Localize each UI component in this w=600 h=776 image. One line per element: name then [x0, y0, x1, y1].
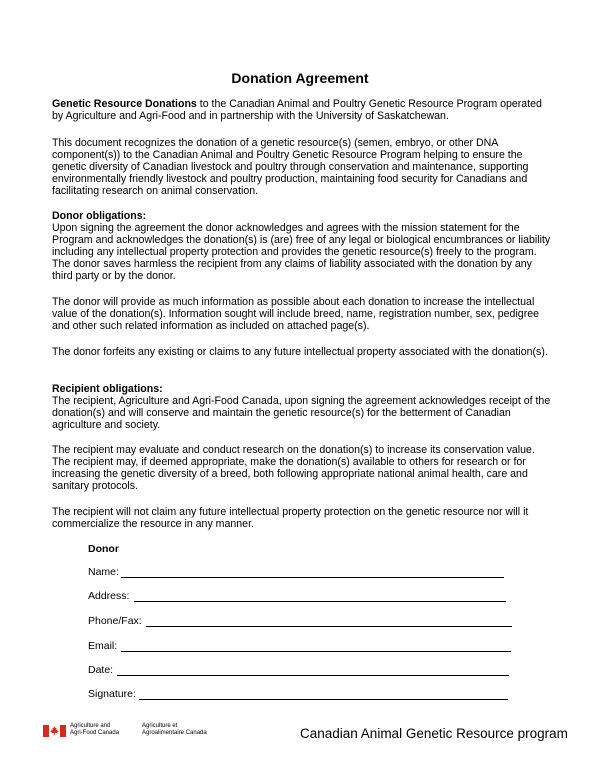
purpose-text: This document recognizes the donation of a genetic resource(s) (semen, embryo, or other DNA component(s)) to the Canadian Animal and Poultry Genetic Resource Program helping to ensure the genetic diversity of Canadian livestock and poultry through conservation and maintenance, supporting environmentally friendly livestock and poultry production, maintaining food security for Canadians and facilitating research on animal conservation.: [52, 137, 529, 198]
recipient-obligations-p2: The recipient may evaluate and conduct research on the donation(s) to increase its conservation value. The recipient may, if deemed appropriate, make the donation(s) available to others for research or for increasing the genetic diversity of a breed, both following appropriate national animal health, care and sanitary protocols.: [52, 444, 535, 493]
email-label: Email:: [88, 640, 118, 652]
dept-fr-line2: Agroalimentaire Canada: [142, 730, 207, 736]
dept-en-line2: Agri-Food Canada: [70, 730, 120, 736]
recipient-obligations-section: [52, 383, 552, 431]
donor-obligations-p3: The donor forfeits any existing or claims to any future intellectual property associated with the donation(s).: [52, 346, 548, 358]
phone-fax-input-line[interactable]: [146, 626, 512, 627]
canada-flag-icon: [43, 725, 66, 737]
donor-obligations-section: [52, 210, 552, 283]
name-label: Name:: [88, 566, 119, 578]
address-label: Address:: [88, 590, 130, 602]
name-input-line[interactable]: [121, 577, 504, 578]
donor-obligations-p2: The donor will provide as much information as possible about each donation to increase the intellectual value of the donation(s). Information sought will include breed, name, registration number, sex, pedigree and other such related information as included on attached page(s).: [52, 296, 540, 333]
intro-text: to the Canadian Animal and Poultry Genetic Resource Program operated by Agriculture and Agri-Food and in partnership with the University of Saskatchewan.: [52, 98, 542, 123]
signature-input-line[interactable]: [139, 699, 508, 700]
intro-paragraph: [52, 98, 552, 122]
recipient-obligations-p3: The recipient will not claim any future intellectual property protection on the genetic resource nor will it commercialize the resource in any manner.: [52, 506, 529, 531]
date-input-line[interactable]: [117, 675, 509, 676]
donor-obligations-heading: Donor obligations:: [52, 210, 147, 222]
recipient-research-paragraph: [52, 444, 552, 492]
department-name-fr: [142, 723, 207, 737]
maple-leaf-icon: [49, 725, 60, 737]
signature-label: Signature:: [88, 688, 136, 700]
donor-form-heading: Donor: [88, 543, 119, 555]
government-wordmark: [43, 723, 223, 741]
recipient-ip-paragraph: [52, 506, 552, 530]
phone-fax-label: Phone/Fax:: [88, 615, 142, 627]
donor-obligations-p1: Upon signing the agreement the donor acknowledges and agrees with the mission statement for the Program and acknowledges the donation(s) is (are) free of any legal or biological encumbrances or liability including any intellectual property protection and provides the genetic resource(s) freely to the program. The donor saves harmless the recipient from any claims of liability associated with the donation by any third party or by the donor.: [52, 222, 551, 283]
recipient-obligations-p1: The recipient, Agriculture and Agri-Food Canada, upon signing the agreement acknowledges receipt of the donation(s) and will conserve and maintain the genetic resource(s) for the betterment of Canadian agriculture and society.: [52, 395, 551, 432]
donor-forfeit-paragraph: [52, 346, 552, 358]
recipient-obligations-heading: Recipient obligations:: [52, 383, 163, 395]
dept-fr-line1: Agriculture et: [142, 723, 178, 729]
dept-en-line1: Agriculture and: [70, 723, 111, 729]
intro-bold-lead: Genetic Resource Donations: [52, 98, 197, 110]
department-name-en: [70, 723, 119, 737]
program-name: Canadian Animal Genetic Resource program: [300, 726, 568, 741]
email-input-line[interactable]: [121, 651, 511, 652]
document-title: Donation Agreement: [231, 70, 369, 86]
date-label: Date:: [88, 664, 114, 676]
purpose-paragraph: [52, 137, 552, 197]
address-input-line[interactable]: [134, 601, 506, 602]
donor-info-paragraph: [52, 296, 552, 332]
